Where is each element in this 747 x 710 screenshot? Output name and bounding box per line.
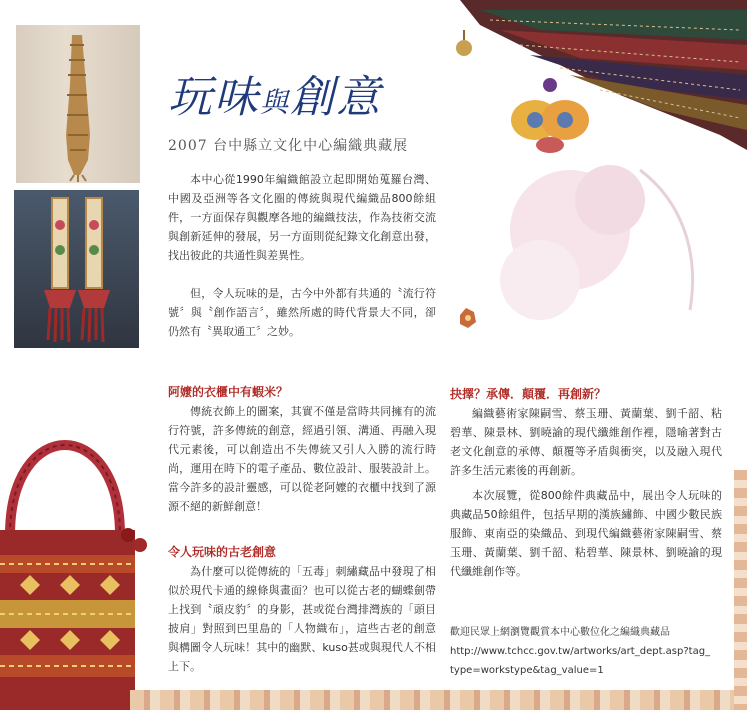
section-body-choice-2: 本次展覽，從800餘件典藏品中，展出令人玩味的典藏品50餘組件，包括早期的漢族繡飾、中國少數民族服飾、東南亞的染織品、到現代編織藝術家陳嗣雪、蔡玉珊、黃蘭葉、劉千韶、粘碧華、陳景林、劉曉諭的現代纖維創作等。 xyxy=(450,489,722,578)
page-subtitle: 2007 台中縣立文化中心編織典藏展 xyxy=(168,138,409,154)
title-part-3: 創意 xyxy=(290,72,383,123)
section-body-closet: 傳統衣飾上的圖案，其實不僅是當時共同擁有的流行符號，許多傳統的創意，經過引領、溝通、再融入現代元素後，可以創造出不失傳統又引人入勝的流行時尚，運用在時下的電子產品、數位設計、服裝設計上。當今許多的設計靈感，可以從老阿嬤的衣櫃中找到了源源不絕的新鮮創意！ xyxy=(168,405,436,513)
title-part-1: 玩味 xyxy=(168,72,260,123)
footer-url-line-1[interactable]: http://www.tchcc.gov.tw/artworks/art_dept.asp?tag_ xyxy=(450,646,711,657)
textile-border-bottom xyxy=(130,690,747,710)
flower-background-illustration xyxy=(440,140,747,370)
woven-bag-image xyxy=(0,395,150,710)
footer-url-line-2[interactable]: type=workstype&tag_value=1 xyxy=(450,665,604,676)
woven-tassel-illustration xyxy=(16,25,140,183)
textile-border-right xyxy=(734,470,747,710)
woven-bag-illustration xyxy=(0,395,150,710)
section-heading-ancient-creativity: 令人玩味的古老創意 xyxy=(168,545,277,559)
section-heading-choice: 抉擇？承傳．顛覆．再創新？ xyxy=(450,387,607,401)
footer-invite-text: 歡迎民眾上網瀏覽觀賞本中心數位化之編織典藏品 xyxy=(450,627,670,638)
butterfly-embroidery xyxy=(505,90,595,160)
page-title xyxy=(168,68,438,128)
title-part-2: 與 xyxy=(260,86,291,119)
embroidered-pendant-photo xyxy=(14,190,139,348)
intro-paragraph-2: 但，令人玩味的是，古今中外都有共通的〝流行符號〞與〝創作語言〞，雖然所處的時代背景大不同，卻仍然有〝異取通工〞之妙。 xyxy=(168,287,436,338)
woven-tassel-photo xyxy=(16,25,140,183)
section-body-choice-1: 編織藝術家陳嗣雪、蔡玉珊、黃蘭葉、劉千韶、粘碧華、陳景林、劉曉諭的現代纖維創作裡，隱喻著對古老文化創意的承傳、顛覆等矛盾與衝突，以及融入現代許多生活元素後的再創新。 xyxy=(450,407,722,477)
intro-paragraph-1: 本中心從1990年編織館設立起即開始蒐羅台灣、中國及亞洲等各文化圈的傳統與現代編織品800餘組件，一方面保存與觀摩各地的編織技法，作為技術交流與創新延伸的發展，另一方面則從紀錄文化創意出發，找出彼此的共通性與差異性。 xyxy=(168,173,436,262)
flower-background xyxy=(440,140,747,370)
section-body-ancient-creativity: 為什麼可以從傳統的「五毒」刺繡藏品中發現了相似於現代卡通的線條與畫面？也可以從古老的蝴蝶劍帶上找到〝頑皮豹〞的身影，甚或從台灣排灣族的「頭目披肩」對照到巴里島的「人物織布」，這些古老的創意與構圖令人玩味！其中的幽默、kuso甚或與現代人不相上下。 xyxy=(168,565,436,673)
section-heading-closet: 阿嬤的衣櫃中有蝦米？ xyxy=(168,385,289,399)
embroidered-pendant-illustration xyxy=(14,190,139,348)
